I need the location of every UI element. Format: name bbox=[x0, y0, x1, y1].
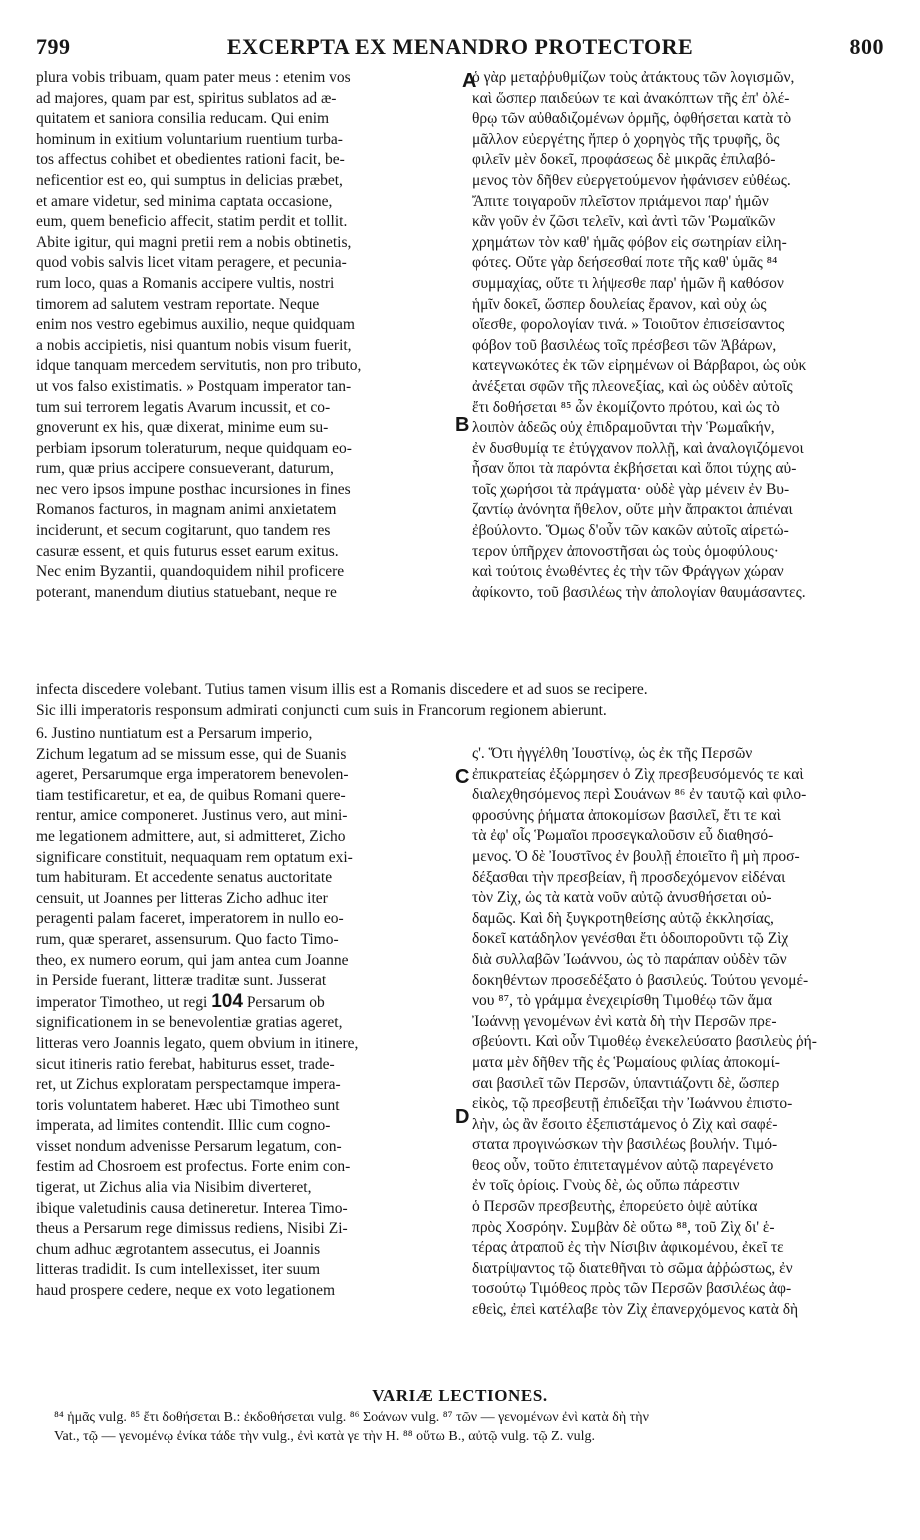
variae-lectiones-title: VARIÆ LECTIONES. bbox=[372, 1386, 548, 1405]
latin-line: 6. Justino nuntiatum est a Persarum imperio, bbox=[36, 725, 313, 742]
greek-line: τὰ ἐφ' οἷς Ῥωμαῖοι προσεγκαλοῦσιν εὖ διαθησό- bbox=[472, 827, 774, 845]
greek-line: εθεὶς, ἐπεὶ κατέλαβε τὸν Ζὶχ ἐπανερχόμενος κατὰ δὴ bbox=[472, 1301, 799, 1319]
footnote-line: Vat., τῷ — γενομένῳ ἐνίκα τάδε τὴν vulg., ἐνὶ κατὰ γε τὴν H. ⁸⁸ οὕτω B., αὐτῷ vulg. τῷ Z. vulg. bbox=[54, 1429, 596, 1444]
latin-line: festim ad Chosroem est profectus. Forte enim con- bbox=[36, 1158, 351, 1176]
greek-line: συμμαχίας, οὔτε τι λήψεσθε παρ' ἡμῶν ἢ καθόσον bbox=[472, 274, 784, 292]
latin-line: tos affectus cohibet et obedientes rationi facit, be- bbox=[36, 151, 345, 169]
greek-line: Ἄπιτε τοιγαροῦν πλεῖστον πριάμενοι παρ' ἡμῶν bbox=[472, 192, 769, 210]
latin-line: me legationem admittere, aut, si admitteret, Zicho bbox=[36, 827, 346, 845]
greek-line: λοιπὸν ἀδεῶς οὐχ ἐπιδραμοῦνται τὴν Ῥωμαΐκήν, bbox=[472, 419, 775, 437]
latin-line: rum, quæ speraret, assensurum. Quo facto Timo- bbox=[36, 930, 339, 948]
greek-line: σβεύοντι. Καὶ οὖν Τιμοθέῳ ἐνεκελεύσατο βασιλεὺς ῥή- bbox=[472, 1033, 817, 1051]
greek-line: ζαντίῳ ἀνόνητα ἤθελον, οὔτε μὴν ἄπρακτοι ἀπιέναι bbox=[472, 501, 793, 519]
greek-line: θεος οὖν, τοῦτο ἐπιτεταγμένον αὐτῷ παρεγένετο bbox=[472, 1156, 774, 1174]
latin-line: perbiam ipsorum toleraturum, neque quidquam eo- bbox=[36, 439, 352, 457]
greek-line: διατρίψαντος τῷ διατεθῆναι τὸ σῶμα ἀῤῥώστως, ἐν bbox=[472, 1259, 793, 1277]
latin-line: tiam testificaretur, et ea, de quibus Romani quere- bbox=[36, 786, 346, 804]
greek-line: ς'. Ὅτι ἠγγέλθη Ἰουστίνῳ, ὡς ἐκ τῆς Περσῶν bbox=[472, 745, 753, 762]
latin-line: imperata, ad limites contendit. Illic cum cogno- bbox=[36, 1117, 331, 1135]
greek-line: ἡμῖν δοκεῖ, ὥσπερ δουλείας ἔρανον, καὶ οὐχ ὡς bbox=[472, 295, 767, 313]
latin-line: theo, ex numero eorum, qui jam antea cum Joanne bbox=[36, 951, 349, 969]
greek-column-top bbox=[472, 68, 884, 603]
latin-text: Persarum ob bbox=[246, 993, 325, 1011]
latin-line: hominum in exitium voluntarium ruentium turba- bbox=[36, 130, 343, 148]
greek-line: διὰ συλλαβῶν Ἰωάννου, ὡς τὸ παράπαν οὐδὲν τῶν bbox=[472, 950, 787, 968]
latin-line: casuræ essent, et quis futurus esset earum exitus. bbox=[36, 542, 339, 560]
latin-line: in Perside fuerant, litteræ traditæ sunt. Jusserat bbox=[36, 972, 327, 990]
greek-line: μενος τὸν δῆθεν εὐεργετούμενον ἠφάνισεν εὐθέως. bbox=[472, 171, 791, 189]
greek-line: ὁ γὰρ μεταῤῥυθμίζων τοὺς ἀτάκτους τῶν λογισμῶν, bbox=[472, 69, 795, 86]
greek-line: τερον ὑπῆρχεν ἀπονοστῆσαι ὡς τοὺς ὁμοφύλους· bbox=[472, 542, 779, 560]
latin-line: Zichum legatum ad se missum esse, qui de Suanis bbox=[36, 745, 347, 763]
greek-line: φότες. Οὔτε γὰρ δεήσεσθαί ποτε τῆς καθ' ὑμᾶς ⁸⁴ bbox=[472, 254, 778, 272]
latin-line: idque tanquam mercedem servitutis, non pro tributo, bbox=[36, 357, 362, 375]
page-header bbox=[36, 34, 884, 60]
latin-line: sicut itineris ratio ferebat, habiturus esset, trade- bbox=[36, 1055, 335, 1073]
latin-line: inciderunt, et secum cogitarunt, quo tandem res bbox=[36, 522, 331, 540]
greek-line: δοκηθέντων προσεδέξατο ὁ βασιλεύς. Τούτου γενομέ- bbox=[472, 971, 809, 989]
page-number-left: 799 bbox=[36, 34, 71, 59]
greek-line: πρὸς Χοσρόην. Συμβὰν δὲ οὕτω ⁸⁸, τοῦ Ζὶχ δι' ἑ- bbox=[472, 1218, 775, 1236]
latin-line: censuit, ut Joannes per litteras Zicho adhuc iter bbox=[36, 889, 328, 907]
latin-line: peragenti palam faceret, imperatorem in nullo eo- bbox=[36, 910, 344, 928]
latin-line: tum habituram. Et accedente senatus auctoritate bbox=[36, 869, 333, 887]
latin-column-bottom bbox=[36, 724, 460, 1302]
greek-line: διαλεχθησόμενος περὶ Σουάνων ⁸⁶ ἐν ταυτῷ καὶ φιλο- bbox=[472, 786, 807, 804]
greek-line: δαμῶς. Καὶ δὴ ξυγκροτηθείσης αὐτῷ ἐκκλησίας, bbox=[472, 909, 774, 927]
greek-line: σαι βασιλεῖ τῶν Περσῶν, ὑπαντιάζοντι δὲ, ὥσπερ bbox=[472, 1074, 780, 1092]
latin-line: litteras vero Joannis legato, quem obvium in itinere, bbox=[36, 1034, 359, 1052]
inline-page-number: 104 bbox=[211, 991, 243, 1012]
footnotes bbox=[54, 1408, 884, 1446]
latin-line: ibique valetudinis causa detineretur. Interea Timo- bbox=[36, 1199, 348, 1217]
greek-line: οἴεσθε, φορολογίαν τινά. » Τοιοῦτον ἐπισείσαντος bbox=[472, 316, 785, 334]
merged-line-latin: infecta discedere volebant. Tutius tamen visum illis est a Romanis discedere et ad suos se recipere. bbox=[36, 681, 648, 698]
latin-line: enim nos vestro egebimus auxilio, neque quidquam bbox=[36, 316, 355, 334]
latin-line bbox=[36, 992, 460, 1014]
latin-line: litteras tradidit. Is cum intellexisset, iter suum bbox=[36, 1261, 321, 1279]
greek-line: χρημάτων τὸν καθ' ἡμᾶς φόβον εἰς σωτηρίαν εἰλη- bbox=[472, 233, 787, 251]
greek-line: δέξασθαι τὴν πρεσβείαν, ἢ προσδεχόμενον εἰδέναι bbox=[472, 868, 786, 886]
greek-line: ἀφίκοντο, τοῦ βασιλέως τὴν ἀπολογίαν θαυμάσαντες. bbox=[472, 583, 806, 601]
greek-line: τοῖς χωρήσοι τὰ πράγματα· οὐδὲ γὰρ μένειν ἐν Βυ- bbox=[472, 480, 790, 498]
latin-line: rentur, amice componeret. Justinus vero, aut mini- bbox=[36, 807, 348, 825]
latin-line: et amare videtur, sed minima captata occasione, bbox=[36, 192, 333, 210]
greek-line: μᾶλλον εὐεργέτης ἤπερ ὁ χορηγὸς τῆς τρυφῆς, ὃς bbox=[472, 130, 780, 148]
greek-line: νου ⁸⁷, τὸ γράμμα ἐνεχειρίσθη Τιμοθέῳ τῶν ἅμα bbox=[472, 992, 773, 1010]
latin-line: significare constituit, nequaquam rem optatum exi- bbox=[36, 848, 353, 866]
latin-line: rum, quæ prius accipere consueverant, daturum, bbox=[36, 460, 334, 478]
latin-line: Romanos facturos, in magnam animi anxietatem bbox=[36, 501, 337, 519]
section-marker-a: A bbox=[462, 70, 477, 92]
greek-line: ἐν δυσθυμίᾳ τε ἐτύγχανον πολλῇ, καὶ ἀναλογιζόμενοι bbox=[472, 439, 804, 457]
latin-line: chum adhuc ægrotantem assecutus, ei Joannis bbox=[36, 1240, 321, 1258]
greek-line: κατεγνωκότες ἐκ τῶν εἰρημένων οἱ Βάρβαροι, ὡς οὐκ bbox=[472, 357, 807, 375]
greek-line: λὴν, ὡς ἂν ἔσοιτο ἐξεπιστάμενος ὁ Ζὶχ καὶ σαφέ- bbox=[472, 1115, 778, 1133]
greek-line: ὁ Περσῶν πρεσβευτὴς, ἐπορεύετο ὀψὲ αὐτίκα bbox=[472, 1198, 758, 1216]
greek-column-bottom bbox=[472, 744, 884, 1321]
greek-line: τὸν Ζὶχ, ὡς τὰ κατὰ νοῦν αὐτῷ ἀνυσθήσεται οὐ- bbox=[472, 889, 772, 907]
latin-line: quod vobis salvis licet vitam peragere, et pecunia- bbox=[36, 254, 347, 272]
latin-line: nec vero ipsos impune posthac incursiones in fines bbox=[36, 480, 351, 498]
latin-line: haud prospere cedere, neque ex voto legationem bbox=[36, 1282, 336, 1300]
greek-line: κἂν γοῦν ἐν ζῶσι τελεῖν, καὶ ἀντὶ τῶν Ῥωμαϊκῶν bbox=[472, 213, 776, 231]
merged-line-1-wrap bbox=[36, 680, 884, 721]
latin-line: eum, quem beneficio affecit, statim perdit et tollit. bbox=[36, 213, 348, 231]
greek-line: φιλεῖν μὲν δοκεῖ, προφάσεως δὲ μικρᾶς ἐπιλαβό- bbox=[472, 151, 776, 169]
latin-line: significationem in se benevolentiæ gratias ageret, bbox=[36, 1014, 343, 1032]
latin-column-top bbox=[36, 68, 460, 603]
latin-line: ageret, Persarumque erga imperatorem benevolen- bbox=[36, 766, 349, 784]
greek-line: ἦσαν ὅποι τὰ παρόντα ἐκβήσεται καὶ ὅποι τύχης αὐ- bbox=[472, 460, 797, 478]
latin-line: Nec enim Byzantii, quandoquidem nihil proficere bbox=[36, 563, 345, 581]
greek-line: καὶ ὥσπερ παιδεύων τε καὶ ἀνακόπτων τῆς ἐπ' ὀλέ- bbox=[472, 89, 790, 107]
section-marker-b: B bbox=[455, 414, 470, 436]
greek-line: ἐν τοῖς ὁρίοις. Γνοὺς δὲ, ὡς οὔπω πάρεστιν bbox=[472, 1177, 740, 1195]
greek-line: τέρας ἀτραποῦ ἐς τὴν Νίσιβιν ἀφικομένου, ἐκεῖ τε bbox=[472, 1239, 784, 1257]
greek-line: μενος. Ὁ δὲ Ἰουστῖνος ἐν βουλῇ ἐποιεῖτο ἢ μὴ προσ- bbox=[472, 847, 800, 865]
latin-line: visset nondum advenisse Persarum legatum, con- bbox=[36, 1137, 342, 1155]
greek-line: ἔτι δοθήσεται ⁸⁵ ὧν ἐκομίζοντο πρότου, καὶ ὡς τὸ bbox=[472, 398, 780, 416]
merged-line-latin-2: Sic illi imperatoris responsum admirati conjuncti cum suis in Francorum regionem abierunt. bbox=[36, 701, 607, 719]
greek-line: Ἰωάννῃ γενομένων ἐνὶ κατὰ δὴ τὴν Περσῶν πρε- bbox=[472, 1012, 777, 1030]
greek-line: ἐβούλοντο. Ὅμως δ'οὖν τῶν κακῶν αὐτοῖς αἱρετώ- bbox=[472, 522, 789, 540]
latin-line: Abite igitur, qui magni pretii rem a nobis obtinetis, bbox=[36, 233, 352, 251]
footnote-line: ⁸⁴ ἡμᾶς vulg. ⁸⁵ ἔτι δοθήσεται B.: ἐκδοθήσεται vulg. ⁸⁶ Σοάνων vulg. ⁸⁷ τῶν — γενομένων ἐνὶ κατὰ δὴ τὴν bbox=[54, 1410, 649, 1425]
latin-line: rum loco, quas a Romanis accipere vultis, nostri bbox=[36, 274, 335, 292]
greek-line: εἰκὸς, τῷ πρεσβευτῇ ἐπιδεῖξαι τὴν Ἰωάννου ἐπιστο- bbox=[472, 1095, 793, 1113]
latin-line: quitatem et saniora consilia reducam. Qui enim bbox=[36, 110, 330, 128]
greek-line: ἐπικρατείας ἐξώρμησεν ὁ Ζὶχ πρεσβευσόμενός τε καὶ bbox=[472, 765, 804, 783]
latin-line: tigerat, ut Zichus alia via Nisibim diverteret, bbox=[36, 1179, 312, 1197]
greek-line: θρῳ τῶν αὐθαδιζομένων ὁρμῆς, ὀφθήσεται κατὰ τὸ bbox=[472, 110, 792, 128]
latin-line: tum sui terrorem legatis Avarum incussit, et co- bbox=[36, 398, 331, 416]
greek-line: ματα μὲν δῆθεν τῆς ἐς Ῥωμαίους φιλίας ἀποκομί- bbox=[472, 1053, 780, 1071]
latin-line: ad majores, quam par est, spiritus sublatos ad æ- bbox=[36, 89, 337, 107]
page-number-right: 800 bbox=[849, 34, 884, 59]
latin-line: poterant, manendum diutius statuebant, neque re bbox=[36, 583, 337, 601]
section-marker-d: D bbox=[455, 1106, 470, 1128]
latin-line: ut vos falso existimatis. » Postquam imperator tan- bbox=[36, 377, 352, 395]
section-marker-c: C bbox=[455, 766, 470, 788]
latin-line: neficentior est eo, qui sumptus in delicias præbet, bbox=[36, 171, 343, 189]
latin-line: toris voluntatem haberet. Hæc ubi Timotheo sunt bbox=[36, 1096, 340, 1114]
greek-line: στατα προγινώσκων τὴν βασιλέως βουλήν. Τιμό- bbox=[472, 1136, 778, 1154]
running-title: EXCERPTA EX MENANDRO PROTECTORE bbox=[226, 34, 694, 59]
latin-line: timorem ad salutem vestram reportate. Neque bbox=[36, 295, 320, 313]
greek-line: φόβον τοῦ βασιλέως τοῖς πρέσβεσι τῶν Ἀβάρων, bbox=[472, 336, 777, 354]
greek-line: φροσύνης ῥήματα ἀποκομίσων βασιλεῖ, ἔτι τε καὶ bbox=[472, 806, 781, 824]
greek-line: καὶ τούτοις ἑνωθέντες ἐς τὴν τῶν Φράγγων χώραν bbox=[472, 563, 784, 581]
latin-line: gnoverunt ex his, quæ dixerat, minime eum su- bbox=[36, 419, 329, 437]
latin-line: plura vobis tribuam, quam pater meus : etenim vos bbox=[36, 69, 351, 86]
latin-line: theus a Persarum rege dimissus rediens, Nisibi Zi- bbox=[36, 1220, 348, 1238]
latin-text: imperator Timotheo, ut regi bbox=[36, 993, 208, 1011]
greek-line: ἀνέξεται σφῶν τῆς πλεονεξίας, καὶ ὡς οὐδὲν αὐτοῖς bbox=[472, 377, 793, 395]
greek-line: τοσούτῳ Τιμόθεος πρὸς τῶν Περσῶν βασιλέως ἀφ- bbox=[472, 1280, 792, 1298]
greek-line: δοκεῖ κατάδηλον γενέσθαι ἔτι ὁδοιποροῦντι τῷ Ζὶχ bbox=[472, 930, 789, 948]
latin-line: a nobis accipietis, nisi quantum nobis visum fuerit, bbox=[36, 336, 352, 354]
latin-line: ret, ut Zichus exploratam perspectamque impera- bbox=[36, 1076, 341, 1094]
